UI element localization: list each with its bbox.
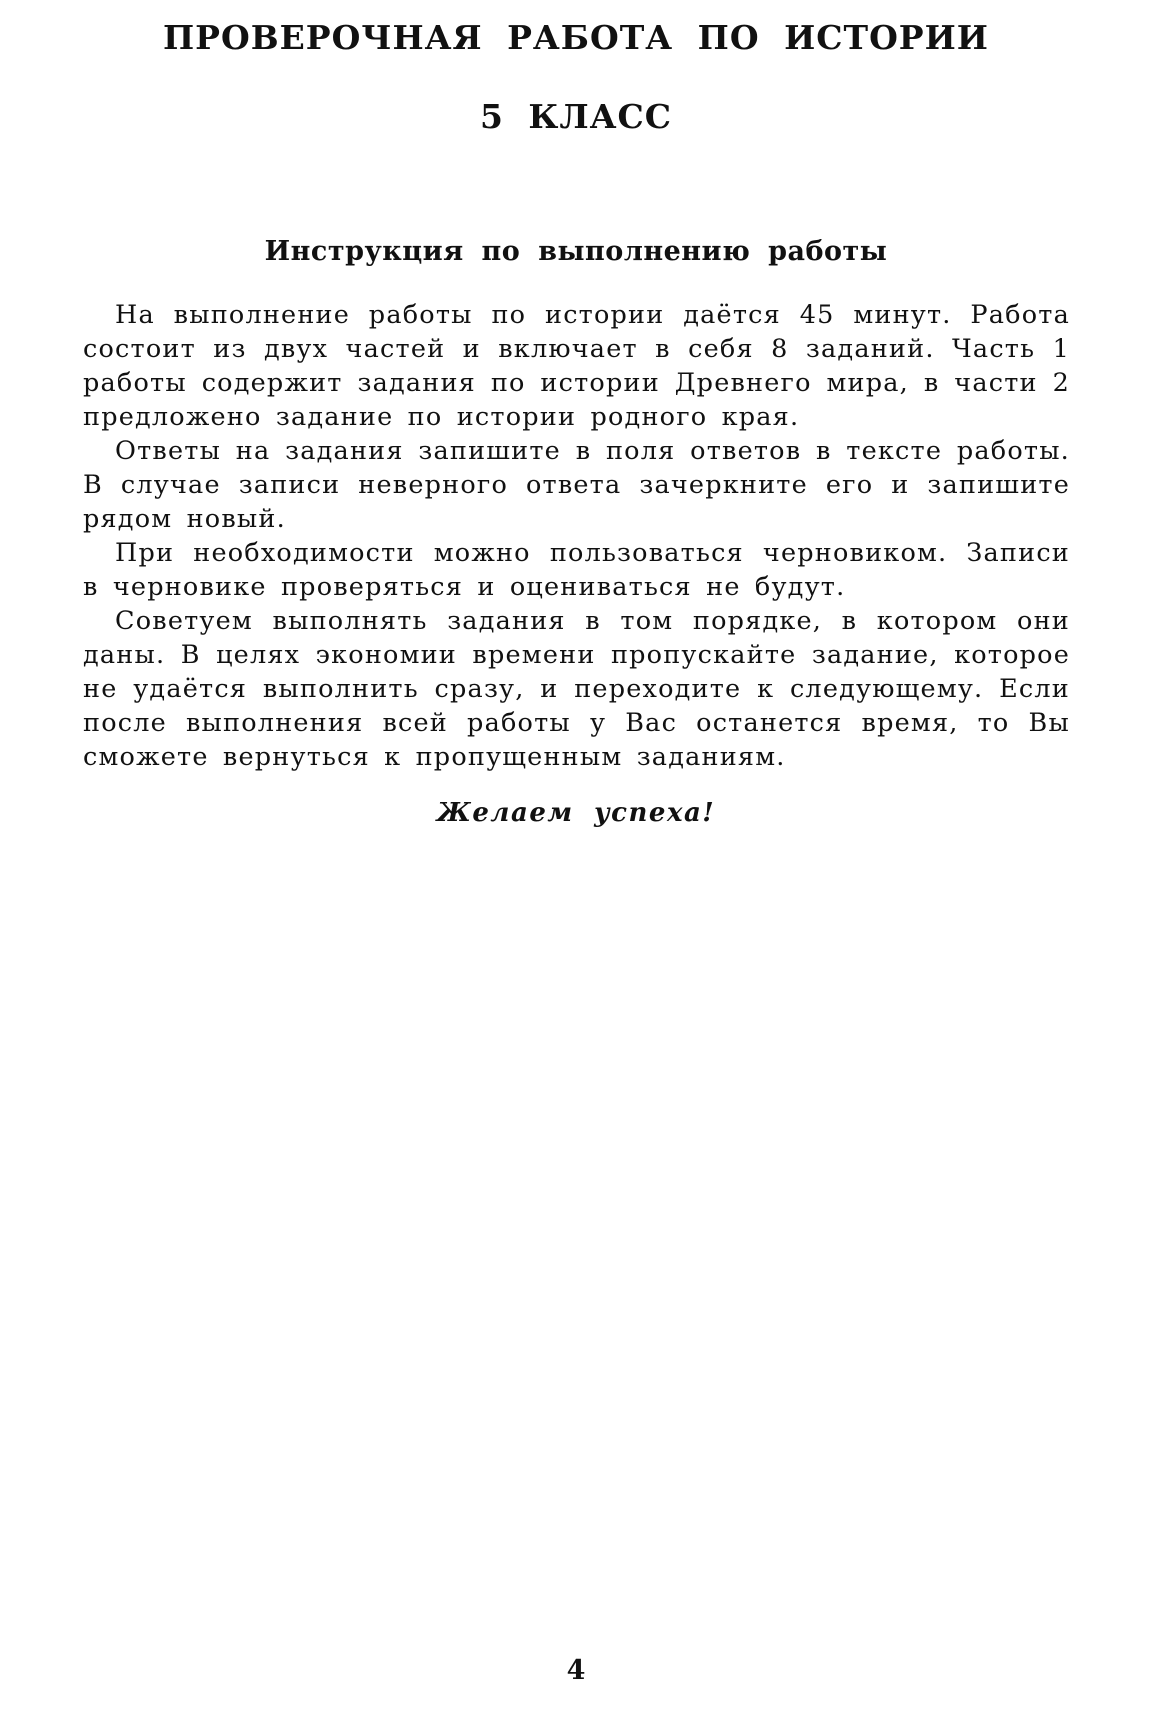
instruction-heading: Инструкция по выполнению работы [264,236,888,267]
instruction-body [83,298,1070,774]
instruction-paragraph: При необходимости можно пользоваться черновиком. Записи в черновике проверяться и оцениваться не будут. [83,538,1070,602]
grade-label: 5 КЛАСС [479,97,673,136]
instruction-paragraph: Советуем выполнять задания в том порядке, в котором они даны. В целях экономии времени пропускайте задание, которое не удаётся выполнить сразу, и переходите к следующему. Если после выполнения всей работы у Вас останется время, то Вы сможете вернуться к пропущенным заданиям. [83,606,1070,772]
instruction-paragraph: Ответы на задания запишите в поля ответов в тексте работы. В случае записи неверного ответа зачеркните его и запишите рядом новый. [83,436,1070,534]
instruction-paragraph: На выполнение работы по истории даётся 45 минут. Работа состоит из двух частей и включает в себя 8 заданий. Часть 1 работы содержит задания по истории Древнего мира, в части 2 предложено задание по истории родного края. [83,300,1070,432]
document-title: ПРОВЕРОЧНАЯ РАБОТА ПО ИСТОРИИ [163,18,989,57]
good-luck-wishes: Желаем успеха! [436,798,716,828]
page-number: 4 [566,1655,586,1686]
